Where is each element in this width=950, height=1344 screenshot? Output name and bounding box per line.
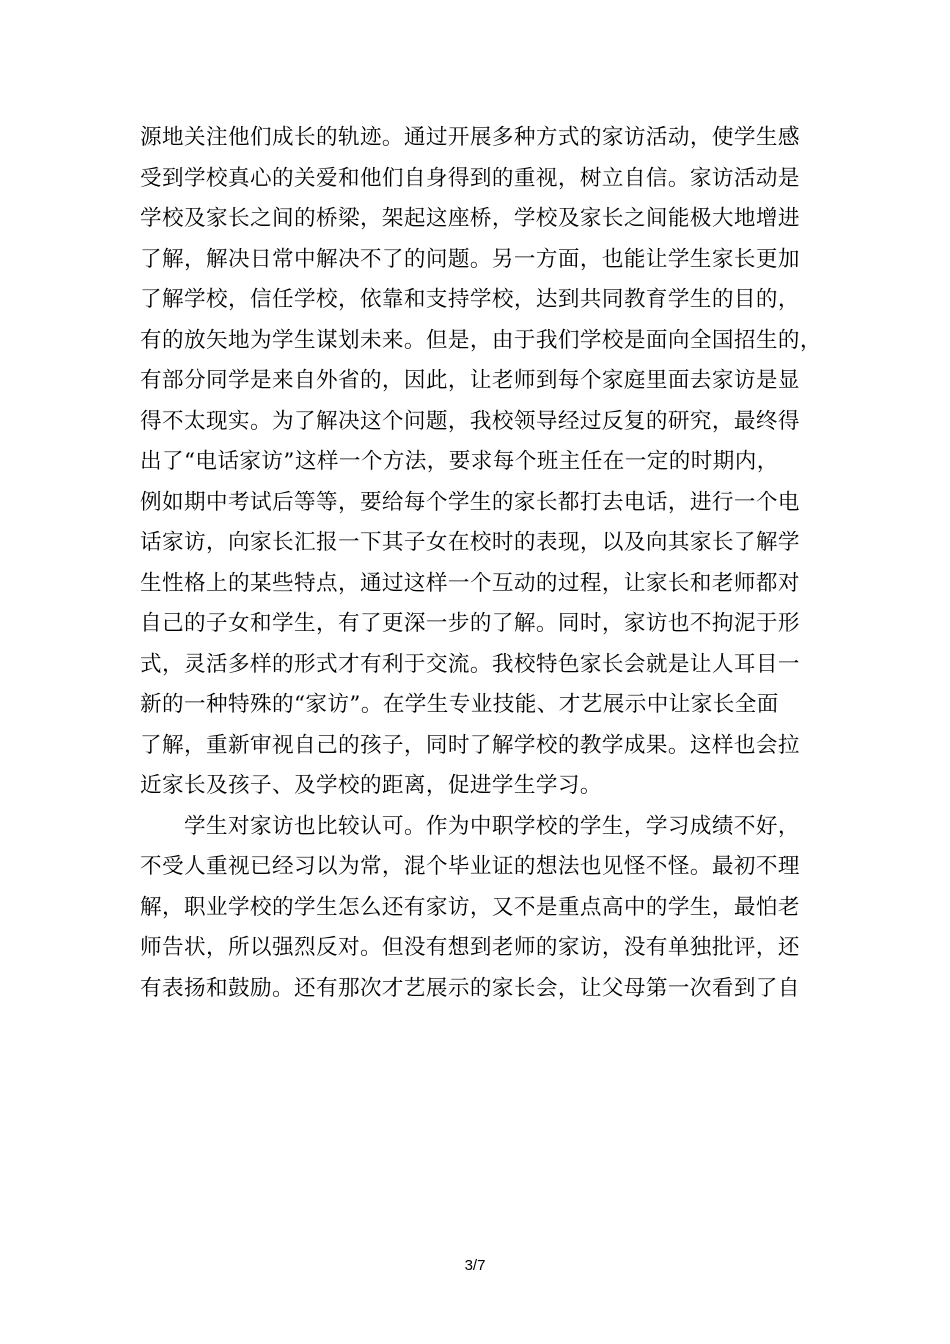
text-line: 生性格上的某些特点，通过这样一个互动的过程，让家长和老师都对 — [140, 570, 800, 596]
text-line: 自己的子女和学生，有了更深一步的了解。同时，家访也不拘泥于形 — [140, 611, 800, 636]
text-line: 式，灵活多样的形式才有利于交流。我校特色家长会就是让人耳目一 — [140, 651, 800, 677]
text-line: 有部分同学是来自外省的，因此，让老师到每个家庭里面去家访是显 — [140, 368, 800, 393]
text-line: 有表扬和鼓励。还有那次才艺展示的家长会，让父母第一次看到了自 — [140, 975, 800, 1001]
text-line: 学校及家长之间的桥梁，架起这座桥，学校及家长之间能极大地增进 — [140, 206, 800, 231]
text-line: 近家长及孩子、及学校的距离，促进学生学习。 — [140, 773, 602, 798]
text-line: 师告状，所以强烈反对。但没有想到老师的家访，没有单独批评，还 — [140, 935, 800, 960]
text-line: 话家访，向家长汇报一下其子女在校时的表现，以及向其家长了解学 — [140, 530, 800, 555]
paragraph-first-line: 学生对家访也比较认可。作为中职学校的学生，学习成绩不好， — [184, 813, 800, 839]
page-number: 3/7 — [464, 1257, 486, 1274]
text-line: 了解，重新审视自己的孩子，同时了解学校的教学成果。这样也会拉 — [140, 732, 800, 758]
text-line: 出了“电话家访”这样一个方法，要求每个班主任在一定的时期内， — [140, 449, 779, 474]
text-line: 了解学校，信任学校，依靠和支持学校，达到共同教育学生的目的， — [140, 287, 800, 312]
text-line: 新的一种特殊的“家访”。在学生专业技能、才艺展示中让家长全面 — [140, 692, 779, 717]
text-line: 了解，解决日常中解决不了的问题。另一方面，也能让学生家长更加 — [140, 246, 800, 272]
text-line: 不受人重视已经习以为常，混个毕业证的想法也见怪不怪。最初不理 — [140, 854, 800, 879]
text-line: 有的放矢地为学生谋划未来。但是，由于我们学校是面向全国招生的， — [140, 327, 822, 353]
text-line: 解，职业学校的学生怎么还有家访，又不是重点高中的学生，最怕老 — [140, 894, 800, 920]
text-line: 例如期中考试后等等，要给每个学生的家长都打去电话，进行一个电 — [140, 489, 800, 515]
body-text — [140, 118, 820, 1009]
text-line: 受到学校真心的关爱和他们自身得到的重视，树立自信。家访活动是 — [140, 165, 800, 191]
text-line: 得不太现实。为了解决这个问题，我校领导经过反复的研究，最终得 — [140, 408, 800, 434]
text-line: 源地关注他们成长的轨迹。通过开展多种方式的家访活动，使学生感 — [140, 125, 800, 150]
